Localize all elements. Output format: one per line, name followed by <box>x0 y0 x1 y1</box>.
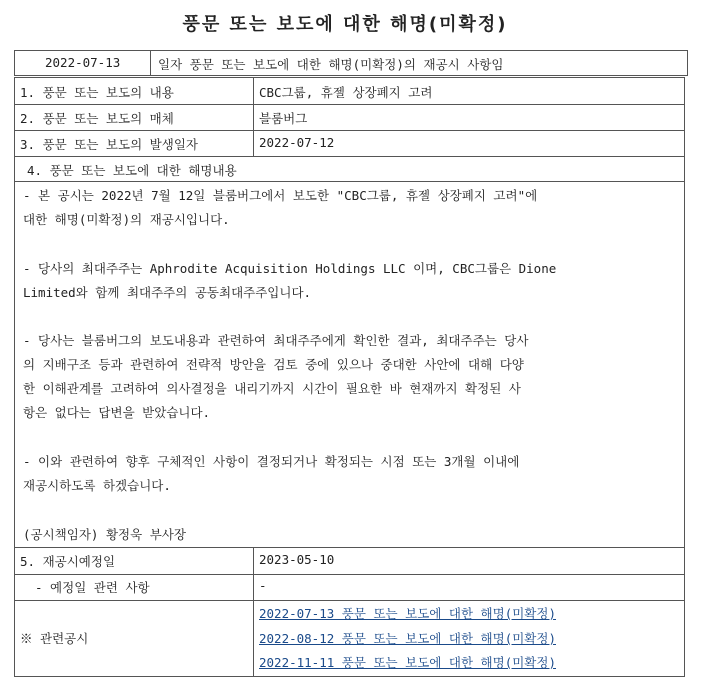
body-line: 항은 없다는 답변을 받았습니다. <box>23 405 211 420</box>
row-2-value: 블룸버그 <box>259 111 308 126</box>
header-row <box>14 50 688 76</box>
row-5-label: 5. 재공시예정일 <box>20 554 116 569</box>
body-line: Limited와 함께 최대주주의 공동최대주주입니다. <box>23 285 312 300</box>
body-line: - 당사는 블룸버그의 보도내용과 관련하여 최대주주에게 확인한 결과, 최대주주는 당사 <box>23 333 529 348</box>
row-divider <box>15 181 684 182</box>
row-divider <box>15 547 684 548</box>
row-5-value: 2023-05-10 <box>259 552 335 567</box>
row-1-value: CBC그룹, 휴젤 상장폐지 고려 <box>259 85 433 100</box>
row-1-label: 1. 풍문 또는 보도의 내용 <box>20 85 174 100</box>
body-line: 대한 해명(미확정)의 재공시입니다. <box>23 212 230 227</box>
row-5-sub-label: - 예정일 관련 사항 <box>35 580 150 595</box>
body-line: 재공시하도록 하겠습니다. <box>23 478 171 493</box>
related-link-1[interactable]: 2022-07-13 풍문 또는 보도에 대한 해명(미확정) <box>259 606 556 621</box>
header-description: 일자 풍문 또는 보도에 대한 해명(미확정)의 재공시 사항임 <box>158 57 504 72</box>
row-divider <box>15 574 684 575</box>
row-3-label: 3. 풍문 또는 보도의 발생일자 <box>20 137 198 152</box>
body-line: - 본 공시는 2022년 7월 12일 블룸버그에서 보도한 "CBC그룹, 휴젤 상장폐지 고려"에 <box>23 188 538 203</box>
row-divider <box>15 104 684 105</box>
body-line: 한 이해관계를 고려하여 의사결정을 내리기까지 시간이 필요한 바 현재까지 확정된 사 <box>23 381 521 396</box>
related-link-2[interactable]: 2022-08-12 풍문 또는 보도에 대한 해명(미확정) <box>259 631 556 646</box>
related-label: ※ 관련공시 <box>20 631 89 646</box>
disclosure-table <box>14 77 685 677</box>
page-title: 풍문 또는 보도에 대한 해명(미확정) <box>182 14 508 35</box>
row-divider <box>15 130 684 131</box>
row-5-sub-value: - <box>259 578 267 593</box>
body-line: - 당사의 최대주주는 Aphrodite Acquisition Holdings LLC 이며, CBC그룹은 Dione <box>23 261 557 276</box>
disclosure-officer: (공시책임자) 황정욱 부사장 <box>23 527 186 542</box>
header-date: 2022-07-13 <box>45 55 121 70</box>
column-divider <box>253 78 254 156</box>
body-line: 의 지배구조 등과 관련하여 전략적 방안을 검토 중에 있으나 중대한 사안에 대해 다양 <box>23 357 524 372</box>
header-divider <box>150 51 151 75</box>
row-divider <box>15 156 684 157</box>
row-2-label: 2. 풍문 또는 보도의 매체 <box>20 111 174 126</box>
body-line: - 이와 관련하여 향후 구체적인 사항이 결정되거나 확정되는 시점 또는 3개월 이내에 <box>23 454 520 469</box>
row-3-value: 2022-07-12 <box>259 135 335 150</box>
related-link-3[interactable]: 2022-11-11 풍문 또는 보도에 대한 해명(미확정) <box>259 655 556 670</box>
section-4-body <box>15 184 684 544</box>
column-divider <box>253 547 254 677</box>
row-divider <box>15 600 684 601</box>
section-4-heading: 4. 풍문 또는 보도에 대한 해명내용 <box>27 163 237 178</box>
